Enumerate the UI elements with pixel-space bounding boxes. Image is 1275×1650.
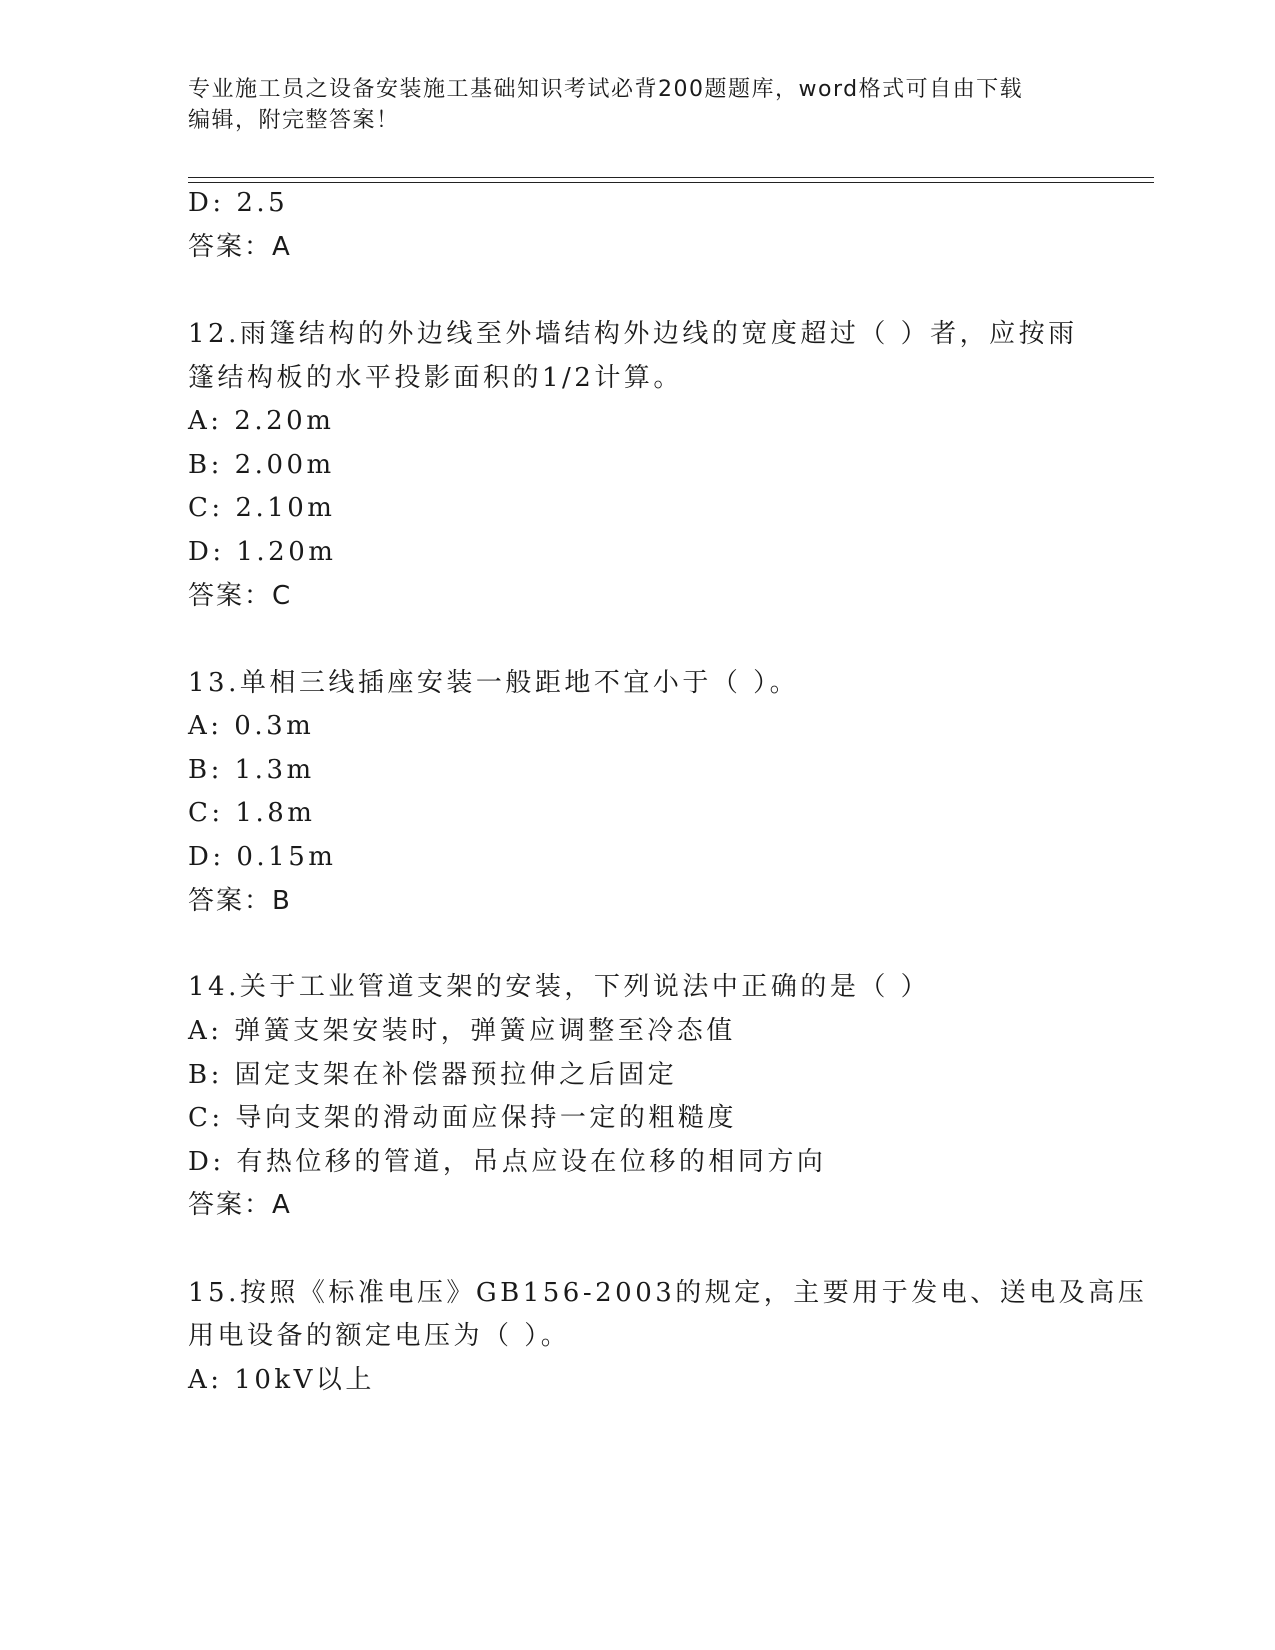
document-header [188, 74, 1068, 136]
q15-option-a: A: 10kV以上 [188, 1365, 375, 1395]
q14-stem-line-1: 14.关于工业管道支架的安装，下列说法中正确的是（ ） [188, 972, 931, 1002]
q12-option-d: D: 1.20m [188, 537, 337, 567]
q13-option-c: C: 1.8m [188, 798, 316, 828]
q13-option-a: A: 0.3m [188, 711, 315, 741]
header-divider-top [188, 177, 1154, 178]
header-title-line-1: 专业施工员之设备安装施工基础知识考试必背200题题库，word格式可自由下载 [188, 77, 1024, 102]
q14-answer: 答案：A [188, 1190, 292, 1220]
q13-stem-line-1: 13.单相三线插座安装一般距地不宜小于（ ）。 [188, 668, 800, 698]
q13-answer: 答案：B [188, 886, 292, 916]
q12-option-c: C: 2.10m [188, 493, 336, 523]
header-divider-bottom [188, 182, 1154, 183]
q11-answer: 答案：A [188, 232, 292, 262]
q14-option-b: B: 固定支架在补偿器预拉伸之后固定 [188, 1060, 678, 1090]
q15-stem-line-1: 15.按照《标准电压》GB156-2003的规定，主要用于发电、送电及高压 [188, 1278, 1148, 1308]
q14-option-d: D: 有热位移的管道，吊点应设在位移的相同方向 [188, 1147, 827, 1177]
q12-answer: 答案：C [188, 581, 293, 611]
q12-option-a: A: 2.20m [188, 406, 335, 436]
q14-option-a: A: 弹簧支架安装时，弹簧应调整至冷态值 [188, 1016, 736, 1046]
q14-option-c: C: 导向支架的滑动面应保持一定的粗糙度 [188, 1103, 737, 1133]
q15-stem-line-2: 用电设备的额定电压为（ ）。 [188, 1321, 571, 1351]
q13-option-b: B: 1.3m [188, 755, 315, 785]
q11-option-d: D: 2.5 [188, 188, 289, 218]
q12-stem-line-1: 12.雨篷结构的外边线至外墙结构外边线的宽度超过（ ）者，应按雨 [188, 319, 1078, 349]
q13-option-d: D: 0.15m [188, 842, 337, 872]
header-title-line-2: 编辑，附完整答案！ [188, 108, 400, 133]
q12-option-b: B: 2.00m [188, 450, 335, 480]
q12-stem-line-2: 篷结构板的水平投影面积的1/2计算。 [188, 363, 683, 393]
